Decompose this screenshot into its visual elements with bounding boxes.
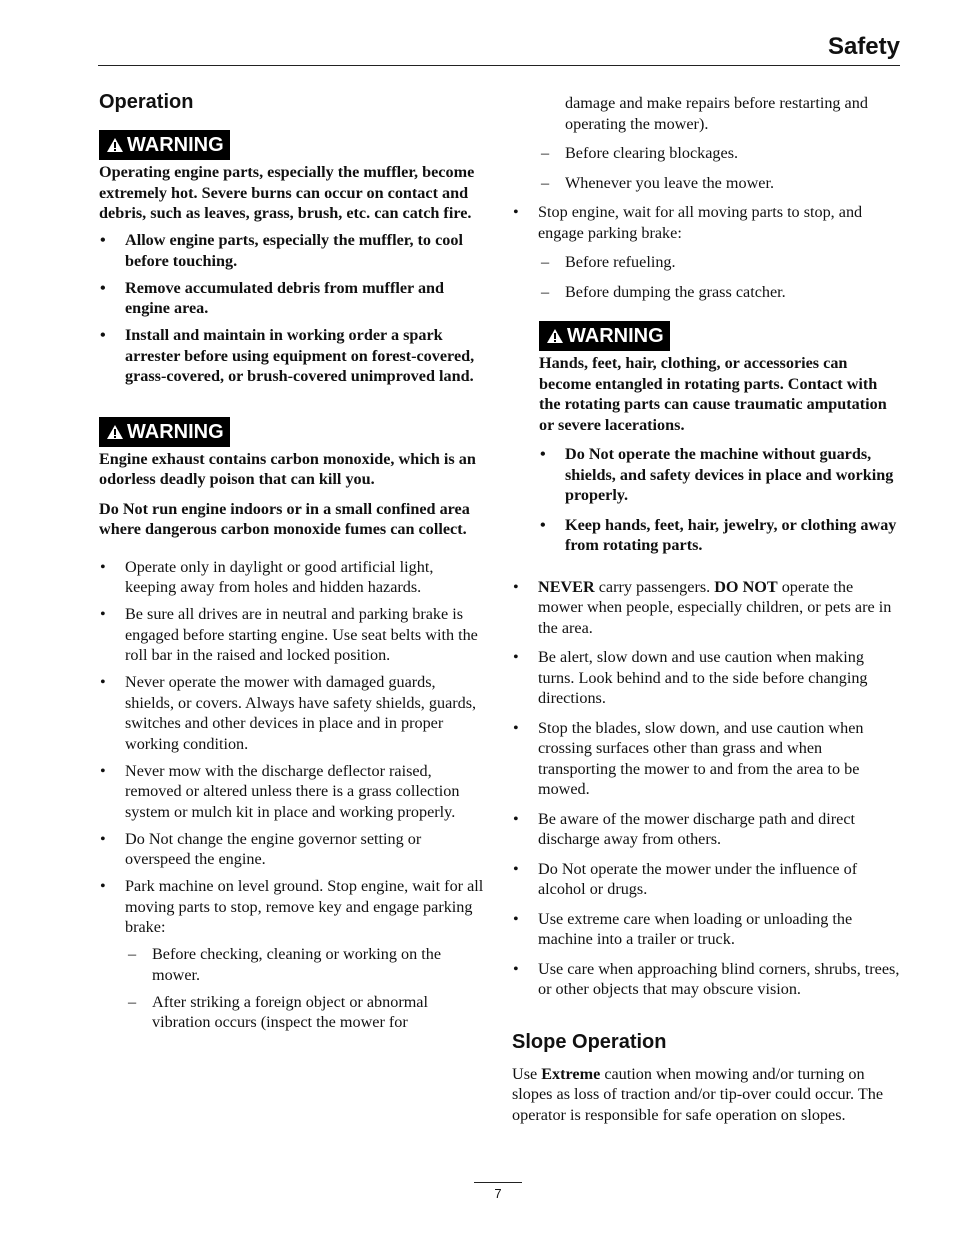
list-item: • Be alert, slow down and use caution when making turns. Look behind and to the side before changing directions. [512,647,902,709]
list-item: – Before clearing blockages. [512,143,902,164]
warning-text: Hands, feet, hair, clothing, or accessories can become entangled in rotating parts. Contact with the rotating parts can cause traumatic amputation or severe lacerations. [539,354,887,434]
list-item: – After striking a foreign object or abnormal vibration occurs (inspect the mower for [99,992,487,1033]
warning-box-rotating-parts [512,321,902,556]
list-item: • Be aware of the mower discharge path and direct discharge away from others. [512,809,902,850]
warning-triangle-icon [106,424,124,440]
warning-label-text: WARNING [567,325,664,347]
warning-label-text: WARNING [127,134,224,156]
emphasis-never: NEVER [538,577,595,596]
warning-label [99,417,230,447]
list-item: • Remove accumulated debris from muffler and engine area. [99,278,487,319]
warning-label [539,321,670,351]
list-item: • Use care when approaching blind corners, shrubs, trees, or other objects that may obscure vision. [512,959,902,1000]
list-item: • Do Not operate the machine without guards, shields, and safety devices in place and working properly. [539,444,902,506]
warning-bullet-list [99,230,487,387]
warning-label-text: WARNING [127,420,224,443]
page-number: 7 [494,1186,502,1201]
right-column [512,93,902,1125]
list-item: • Install and maintain in working order a spark arrester before using equipment on forest-covered, grass-covered, or brush-covered unimproved land. [99,325,487,387]
list-item: – Whenever you leave the mower. [512,173,902,194]
warning-label [99,130,230,160]
list-item: • Do Not operate the mower under the influence of alcohol or drugs. [512,859,902,900]
page-header [98,32,900,66]
page-title: Safety [827,33,900,60]
footer-divider [474,1182,522,1183]
list-item: – Before refueling. [512,252,902,273]
continued-text: damage and make repairs before restarting and operating the mower). [565,94,868,133]
operation-bullet-list [99,557,487,938]
warning-triangle-icon [106,137,124,153]
emphasis-do-not: DO NOT [714,577,778,596]
text-fragment: Use [512,1064,542,1083]
list-item: • Never operate the mower with damaged guards, shields, or covers. Always have safety shields, guards, switches and other devices in place and in proper working condition. [99,672,487,754]
slope-operation-heading: Slope Operation [512,1030,667,1053]
slope-paragraph [512,1064,902,1126]
list-item: • Never mow with the discharge deflector raised, removed or altered unless there is a grass collection system or mulch kit in place and working properly. [99,761,487,823]
warning-bullet-list [539,444,902,556]
warning-text: Do Not run engine indoors or in a small confined area where dangerous carbon monoxide fumes can collect. [99,499,470,538]
list-item [512,577,902,639]
park-dash-list [99,944,487,1033]
list-item: • Stop the blades, slow down, and use caution when crossing surfaces other than grass and when transporting the mower to and from the area to be mowed. [512,718,902,800]
list-item: – Before dumping the grass catcher. [512,282,902,303]
text-fragment: operate the mower when people, especially children, or pets are in the area. [538,577,892,637]
list-item: • Do Not change the engine governor setting or overspeed the engine. [99,829,487,870]
list-item: • Be sure all drives are in neutral and parking brake is engaged before starting engine. Use seat belts with the roll bar in the raised and locked position. [99,604,487,666]
warning-box-burns [99,130,487,160]
warning-box-carbon-monoxide [99,417,487,447]
operation-bullet-list-continued [512,577,902,1000]
warning-text: Operating engine parts, especially the muffler, become extremely hot. Severe burns can occur on contact and debris, such as leaves, grass, brush, etc. can catch fire. [99,163,475,222]
warning-triangle-icon [546,328,564,344]
list-item: • Operate only in daylight or good artificial light, keeping away from holes and hidden hazards. [99,557,487,598]
list-item: • Allow engine parts, especially the muffler, to cool before touching. [99,230,487,271]
left-column [99,88,487,1033]
emphasis-extreme: Extreme [541,1064,601,1083]
text-fragment: carry passengers. [594,577,715,596]
text-fragment: caution when mowing and/or turning on slopes as loss of traction and/or tip-over could occur. The operator is responsible for safe operation on slopes. [512,1064,884,1124]
list-item: – Before checking, cleaning or working on the mower. [99,944,487,985]
list-item: • Stop engine, wait for all moving parts to stop, and engage parking brake: [512,202,902,243]
list-item: • Park machine on level ground. Stop engine, wait for all moving parts to stop, remove key and engage parking brake: [99,876,487,938]
warning-text: Engine exhaust contains carbon monoxide, which is an odorless deadly poison that can kill you. [99,449,476,488]
park-dash-list-continued [512,143,902,302]
operation-heading: Operation [99,91,194,113]
list-item: • Keep hands, feet, hair, jewelry, or clothing away from rotating parts. [539,515,902,556]
list-item: • Use extreme care when loading or unloading the machine into a trailer or truck. [512,909,902,950]
